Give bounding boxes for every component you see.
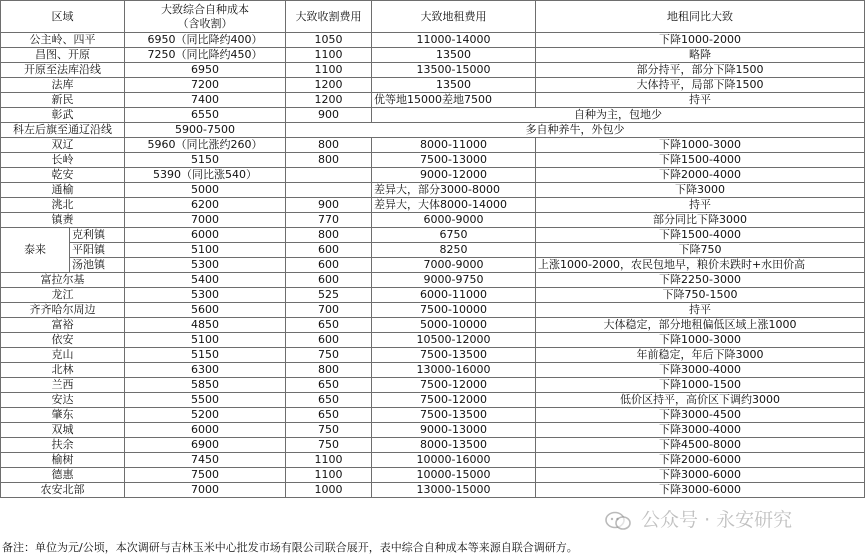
yoy-cell: 下降750 xyxy=(536,243,865,258)
rent-cell: 7500-13500 xyxy=(372,348,536,363)
table-row xyxy=(1,378,865,393)
yoy-cell: 下降3000-4000 xyxy=(536,423,865,438)
yoy-cell: 低价区持平，高价区下调约3000 xyxy=(536,393,865,408)
rent-cell: 13500 xyxy=(372,48,536,63)
town-cell: 汤池镇 xyxy=(70,258,125,273)
harvest-cell: 600 xyxy=(286,243,372,258)
cost-cell: 7200 xyxy=(125,78,286,93)
yoy-cell: 持平 xyxy=(536,198,865,213)
yoy-cell: 下降2000-6000 xyxy=(536,453,865,468)
rent-cell: 差异大，部分3000-8000 xyxy=(372,183,536,198)
table-row xyxy=(1,393,865,408)
cost-cell: 5200 xyxy=(125,408,286,423)
rent-cell: 7500-13000 xyxy=(372,153,536,168)
yoy-cell: 持平 xyxy=(536,93,865,108)
yoy-cell: 下降1000-1500 xyxy=(536,378,865,393)
yoy-cell: 下降1500-4000 xyxy=(536,153,865,168)
area-cell: 齐齐哈尔周边 xyxy=(1,303,125,318)
cost-cell: 6000 xyxy=(125,228,286,243)
area-cell: 农安北部 xyxy=(1,483,125,498)
rent-cell: 6000-11000 xyxy=(372,288,536,303)
cost-cell: 7500 xyxy=(125,468,286,483)
yoy-cell: 下降1000-2000 xyxy=(536,33,865,48)
area-cell: 德惠 xyxy=(1,468,125,483)
cost-cell: 7250（同比降约450） xyxy=(125,48,286,63)
rent-cell: 7500-10000 xyxy=(372,303,536,318)
area-cell: 克山 xyxy=(1,348,125,363)
area-cell: 法库 xyxy=(1,78,125,93)
yoy-cell: 持平 xyxy=(536,303,865,318)
yoy-cell: 下降2000-4000 xyxy=(536,168,865,183)
area-cell: 安达 xyxy=(1,393,125,408)
area-cell: 洮北 xyxy=(1,198,125,213)
area-cell: 榆树 xyxy=(1,453,125,468)
table-row xyxy=(1,468,865,483)
cost-cell: 7450 xyxy=(125,453,286,468)
yoy-cell: 下降3000-6000 xyxy=(536,468,865,483)
rent-cell: 7000-9000 xyxy=(372,258,536,273)
cost-cell: 5390（同比涨540） xyxy=(125,168,286,183)
yoy-cell: 部分持平，部分下降1500 xyxy=(536,63,865,78)
table-row xyxy=(1,63,865,78)
table-row xyxy=(1,303,865,318)
harvest-cell: 650 xyxy=(286,408,372,423)
rent-cell: 7500-13500 xyxy=(372,408,536,423)
rent-cell: 8000-11000 xyxy=(372,138,536,153)
cost-cell: 5300 xyxy=(125,258,286,273)
table-row xyxy=(1,363,865,378)
rent-cell: 10500-12000 xyxy=(372,333,536,348)
table-row xyxy=(1,258,865,273)
yoy-cell: 年前稳定，年后下降3000 xyxy=(536,348,865,363)
cost-cell: 5100 xyxy=(125,333,286,348)
yoy-cell: 下降3000 xyxy=(536,183,865,198)
harvest-cell: 650 xyxy=(286,393,372,408)
watermark xyxy=(605,505,792,532)
area-cell: 龙江 xyxy=(1,288,125,303)
rent-cell: 11000-14000 xyxy=(372,33,536,48)
harvest-cell: 750 xyxy=(286,423,372,438)
table-row xyxy=(1,408,865,423)
table-row xyxy=(1,273,865,288)
rent-cell: 13000-16000 xyxy=(372,363,536,378)
table-row xyxy=(1,138,865,153)
cost-cell: 5100 xyxy=(125,243,286,258)
table-row xyxy=(1,318,865,333)
yoy-cell: 下降3000-6000 xyxy=(536,483,865,498)
area-cell: 北林 xyxy=(1,363,125,378)
area-cell: 双辽 xyxy=(1,138,125,153)
table-row xyxy=(1,288,865,303)
area-cell: 长岭 xyxy=(1,153,125,168)
rent-cell: 8000-13500 xyxy=(372,438,536,453)
harvest-cell: 1100 xyxy=(286,453,372,468)
town-cell: 克利镇 xyxy=(70,228,125,243)
area-cell: 富裕 xyxy=(1,318,125,333)
yoy-cell: 下降3000-4000 xyxy=(536,363,865,378)
table-row xyxy=(1,333,865,348)
area-cell: 通榆 xyxy=(1,183,125,198)
harvest-cell: 650 xyxy=(286,318,372,333)
rent-cell: 7500-12000 xyxy=(372,378,536,393)
table-row xyxy=(1,438,865,453)
cost-cell: 5960（同比涨约260） xyxy=(125,138,286,153)
yoy-cell: 大体稳定，部分地租偏低区域上涨1000 xyxy=(536,318,865,333)
table-row xyxy=(1,213,865,228)
rent-cell: 10000-15000 xyxy=(372,468,536,483)
harvest-cell xyxy=(286,183,372,198)
header-area: 区域 xyxy=(1,1,125,33)
yoy-cell: 下降3000-4500 xyxy=(536,408,865,423)
harvest-cell xyxy=(286,168,372,183)
cost-cell: 6000 xyxy=(125,423,286,438)
table-row xyxy=(1,108,865,123)
table-row xyxy=(1,243,865,258)
header-cost xyxy=(125,1,286,33)
cost-cell: 6300 xyxy=(125,363,286,378)
note-cell: 自种为主，包地少 xyxy=(372,108,865,123)
area-cell: 昌图、开原 xyxy=(1,48,125,63)
cost-cell: 7000 xyxy=(125,213,286,228)
rent-cell: 6750 xyxy=(372,228,536,243)
harvest-cell: 800 xyxy=(286,363,372,378)
table-row xyxy=(1,168,865,183)
rent-cell: 9000-12000 xyxy=(372,168,536,183)
rent-cell: 13500-15000 xyxy=(372,63,536,78)
yoy-cell: 下降750-1500 xyxy=(536,288,865,303)
cost-cell: 4850 xyxy=(125,318,286,333)
cost-cell: 6950 xyxy=(125,63,286,78)
harvest-cell: 770 xyxy=(286,213,372,228)
harvest-cell: 1000 xyxy=(286,483,372,498)
area-cell: 乾安 xyxy=(1,168,125,183)
area-cell: 开原至法库沿线 xyxy=(1,63,125,78)
cost-cell: 6550 xyxy=(125,108,286,123)
harvest-cell: 650 xyxy=(286,378,372,393)
area-cell: 新民 xyxy=(1,93,125,108)
yoy-cell: 下降1000-3000 xyxy=(536,333,865,348)
cost-cell: 5500 xyxy=(125,393,286,408)
harvest-cell: 600 xyxy=(286,258,372,273)
wechat-logo-icon xyxy=(605,511,631,531)
harvest-cell: 600 xyxy=(286,333,372,348)
yoy-cell: 部分同比下降3000 xyxy=(536,213,865,228)
table-row xyxy=(1,33,865,48)
rent-cell: 13500 xyxy=(372,78,536,93)
footnote: 备注：单位为元/公顷，本次调研与吉林玉米中心批发市场有限公司联合展开，表中综合自种成本等来源自联合调研方。 xyxy=(2,541,578,554)
yoy-cell: 下降4500-8000 xyxy=(536,438,865,453)
table-row xyxy=(1,228,865,243)
harvest-cell: 1100 xyxy=(286,48,372,63)
yoy-cell: 略降 xyxy=(536,48,865,63)
area-cell: 科左后旗至通辽沿线 xyxy=(1,123,125,138)
table-row xyxy=(1,153,865,168)
area-cell: 双城 xyxy=(1,423,125,438)
rent-cell: 7500-12000 xyxy=(372,393,536,408)
harvest-cell: 800 xyxy=(286,138,372,153)
harvest-cell: 1100 xyxy=(286,63,372,78)
cost-cell: 5300 xyxy=(125,288,286,303)
rent-cell: 9000-9750 xyxy=(372,273,536,288)
cost-cell: 5400 xyxy=(125,273,286,288)
cost-cell: 5850 xyxy=(125,378,286,393)
cost-cell: 7000 xyxy=(125,483,286,498)
area-cell: 依安 xyxy=(1,333,125,348)
cost-cell: 6200 xyxy=(125,198,286,213)
rent-cell: 优等地15000差地7500 xyxy=(372,93,536,108)
table-row xyxy=(1,78,865,93)
yoy-cell: 下降1000-3000 xyxy=(536,138,865,153)
harvest-cell: 1200 xyxy=(286,93,372,108)
table-row xyxy=(1,48,865,63)
harvest-cell: 750 xyxy=(286,438,372,453)
harvest-cell: 1100 xyxy=(286,468,372,483)
cost-cell: 7400 xyxy=(125,93,286,108)
yoy-cell: 下降2250-3000 xyxy=(536,273,865,288)
cost-cell: 5900-7500 xyxy=(125,123,286,138)
table-row xyxy=(1,198,865,213)
header-harvest: 大致收割费用 xyxy=(286,1,372,33)
table-row xyxy=(1,123,865,138)
cost-cell: 5600 xyxy=(125,303,286,318)
rent-cell: 9000-13000 xyxy=(372,423,536,438)
header-rent: 大致地租费用 xyxy=(372,1,536,33)
yoy-cell: 上涨1000-2000，农民包地早，粮价未跌时+水田价高 xyxy=(536,258,865,273)
rent-cell: 5000-10000 xyxy=(372,318,536,333)
header-cost-text: 大致综合自种成本 （含收割） xyxy=(161,2,249,30)
harvest-cell: 525 xyxy=(286,288,372,303)
harvest-cell: 1200 xyxy=(286,78,372,93)
harvest-cell: 800 xyxy=(286,228,372,243)
table-row xyxy=(1,453,865,468)
harvest-cell: 1050 xyxy=(286,33,372,48)
table-row xyxy=(1,423,865,438)
harvest-cell: 900 xyxy=(286,108,372,123)
table-row xyxy=(1,183,865,198)
note-cell: 多自种养牛，外包少 xyxy=(286,123,865,138)
cost-cell: 5150 xyxy=(125,153,286,168)
rent-cell: 6000-9000 xyxy=(372,213,536,228)
table-header xyxy=(1,1,865,33)
harvest-cell: 600 xyxy=(286,273,372,288)
area-cell: 兰西 xyxy=(1,378,125,393)
area-cell: 彰武 xyxy=(1,108,125,123)
area-cell: 富拉尔基 xyxy=(1,273,125,288)
town-cell: 平阳镇 xyxy=(70,243,125,258)
rent-cell: 13000-15000 xyxy=(372,483,536,498)
rent-cell: 10000-16000 xyxy=(372,453,536,468)
area-cell: 肇东 xyxy=(1,408,125,423)
table-row xyxy=(1,348,865,363)
cost-cell: 5150 xyxy=(125,348,286,363)
yoy-cell: 大体持平，局部下降1500 xyxy=(536,78,865,93)
harvest-cell: 750 xyxy=(286,348,372,363)
area-cell: 扶余 xyxy=(1,438,125,453)
rent-cell: 8250 xyxy=(372,243,536,258)
header-yoy: 地租同比大致 xyxy=(536,1,865,33)
rent-cell: 差异大，大体8000-14000 xyxy=(372,198,536,213)
area-cell: 公主岭、四平 xyxy=(1,33,125,48)
harvest-cell: 800 xyxy=(286,153,372,168)
area-cell: 泰来 xyxy=(1,228,70,273)
cost-cell: 6950（同比降约400） xyxy=(125,33,286,48)
harvest-cell: 700 xyxy=(286,303,372,318)
table-row xyxy=(1,93,865,108)
cost-cell: 6900 xyxy=(125,438,286,453)
harvest-cell: 900 xyxy=(286,198,372,213)
yoy-cell: 下降1500-4000 xyxy=(536,228,865,243)
area-cell: 镇赉 xyxy=(1,213,125,228)
cost-cell: 5000 xyxy=(125,183,286,198)
table-row xyxy=(1,483,865,498)
watermark-text: 公众号 · 永安研究 xyxy=(641,509,793,531)
